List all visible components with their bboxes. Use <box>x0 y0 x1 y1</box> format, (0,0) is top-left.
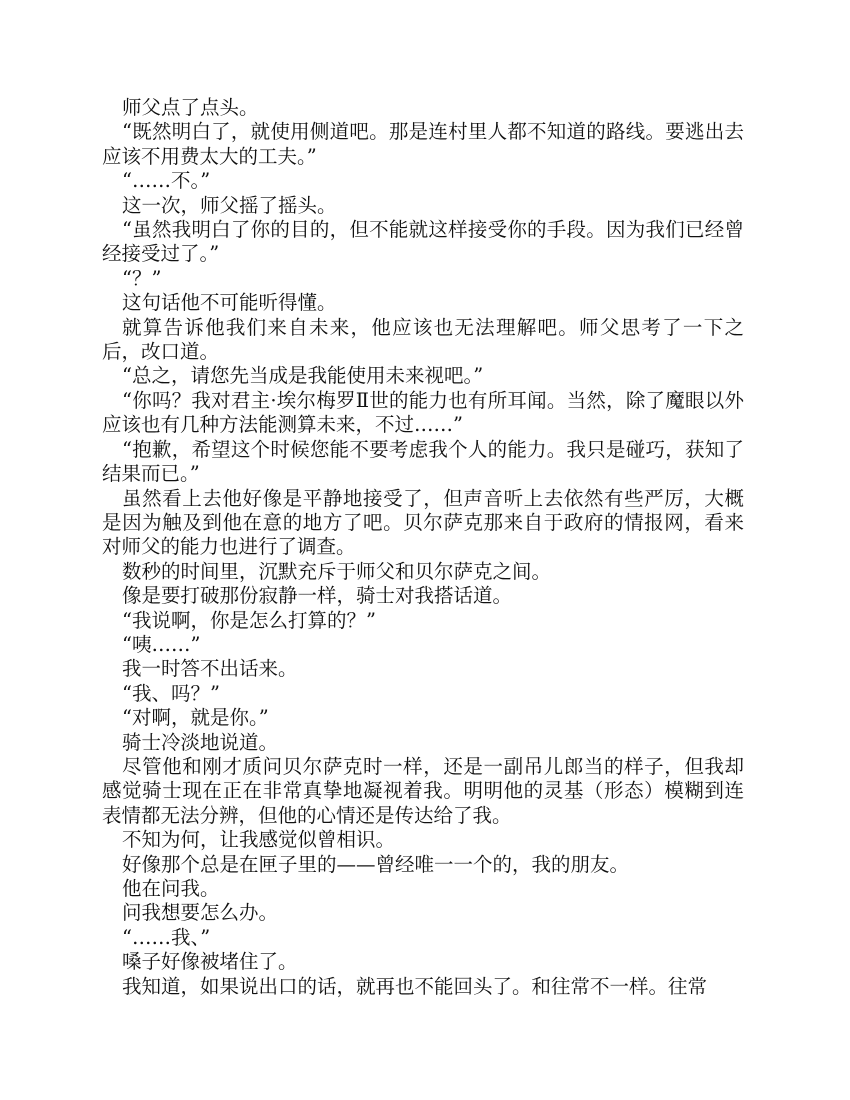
paragraph: 我一时答不出话来。 <box>122 657 298 681</box>
paragraph: “咦……” <box>122 632 201 656</box>
paragraph: 这句话他不可能听得懂。 <box>122 291 337 315</box>
paragraph: 他在问我。 <box>122 877 220 900</box>
paragraph: “虽然我明白了你的目的，但不能就这样接受你的手段。因为我们已经曾经接受过了。” <box>102 218 744 266</box>
paragraph: “我、吗？” <box>122 681 220 705</box>
paragraph: “既然明白了，就使用侧道吧。那是连村里人都不知道的路线。要逃出去应该不用费太大的工夫。” <box>102 120 744 168</box>
paragraph: 这一次，师父摇了摇头。 <box>122 193 337 217</box>
paragraph: “……我、” <box>122 925 211 949</box>
paragraph: “你吗？我对君主·埃尔梅罗Ⅱ世的能力也有所耳闻。当然，除了魔眼以外应该也有几种方法能测算未来，不过……” <box>102 388 744 437</box>
paragraph: 像是要打破那份寂静一样，骑士对我搭话道。 <box>122 584 513 608</box>
paragraph: 尽管他和刚才质问贝尔萨克时一样，还是一副吊儿郎当的样子，但我却感觉骑士现在正在非常真挚地凝视着我。明明他的灵基（形态）模糊到连表情都无法分辨，但他的心情还是传达给了我。 <box>102 754 744 827</box>
paragraph: 数秒的时间里，沉默充斥于师父和贝尔萨克之间。 <box>122 559 552 583</box>
document-page <box>102 96 744 999</box>
paragraph: “？” <box>122 266 162 290</box>
paragraph: 师父点了点头。 <box>122 96 259 119</box>
paragraph: 好像那个总是在匣子里的——曾经唯一一个的，我的朋友。 <box>122 852 630 876</box>
paragraph: 骑士冷淡地说道。 <box>122 730 279 754</box>
paragraph: 不知为何，让我感觉似曾相识。 <box>122 828 396 852</box>
paragraph: 嗓子好像被堵住了。 <box>122 950 298 974</box>
paragraph: “对啊，就是你。” <box>122 706 269 730</box>
paragraph: “我说啊，你是怎么打算的？” <box>122 608 376 632</box>
paragraph: 问我想要怎么办。 <box>122 901 279 925</box>
paragraph: “……不。” <box>122 169 211 193</box>
paragraph: 虽然看上去他好像是平静地接受了，但声音听上去依然有些严厉，大概是因为触及到他在意的地方了吧。贝尔萨克那来自于政府的情报网，看来对师父的能力也进行了调查。 <box>102 486 744 559</box>
paragraph: “总之，请您先当成是我能使用未来视吧。” <box>122 364 484 388</box>
paragraph: 就算告诉他我们来自未来，他应该也无法理解吧。师父思考了一下之后，改口道。 <box>102 315 744 364</box>
paragraph: “抱歉，希望这个时候您能不要考虑我个人的能力。我只是碰巧，获知了结果而已。” <box>102 437 744 486</box>
paragraph: 我知道，如果说出口的话，就再也不能回头了。和往常不一样。往常 <box>122 974 708 998</box>
